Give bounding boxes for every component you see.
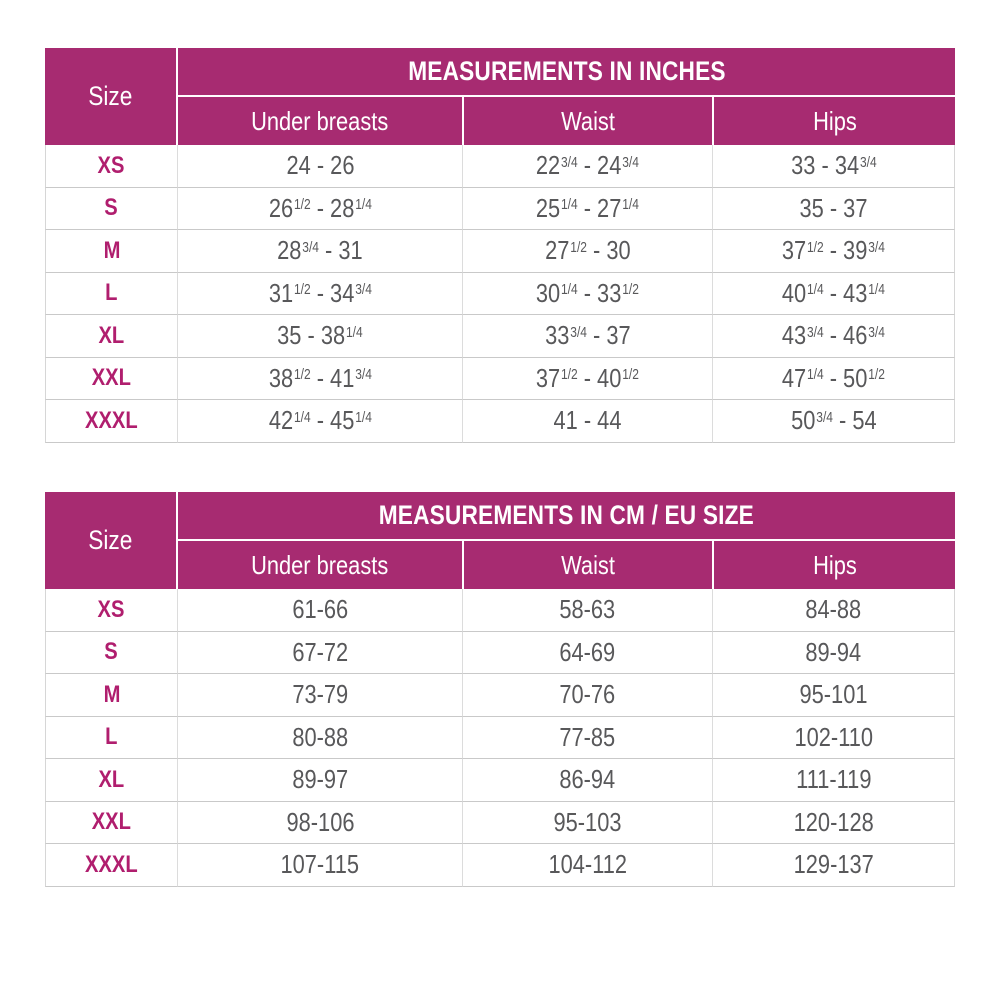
measurement-cell: 84-88 — [712, 589, 955, 632]
inches-subheader-row — [45, 97, 955, 145]
size-label: M — [45, 674, 178, 717]
hips-column-header: Hips — [712, 541, 955, 589]
size-row — [45, 358, 955, 401]
measurement-cell: $26^{1/2} - 28^{1/4}$ — [178, 188, 462, 231]
measurement-cell: 24 - 26 — [178, 145, 462, 188]
measurement-cell: 58-63 — [462, 589, 712, 632]
size-label: S — [45, 632, 178, 675]
measurement-cell: $42^{1/4} - 45^{1/4}$ — [178, 400, 462, 443]
measurement-cell: 89-94 — [712, 632, 955, 675]
measurement-cell: $30^{1/4} - 33^{1/2}$ — [462, 273, 712, 316]
size-column-label: Size — [88, 81, 133, 111]
size-column-label: Size — [88, 525, 133, 555]
size-column-header — [45, 492, 178, 589]
size-row — [45, 632, 955, 675]
inches-table-header — [45, 48, 955, 145]
measurement-cell: 73-79 — [178, 674, 462, 717]
size-label: XXXL — [45, 844, 178, 887]
measurement-cell: 129-137 — [712, 844, 955, 887]
measurement-cell: 95-103 — [462, 802, 712, 845]
size-row — [45, 802, 955, 845]
size-label: XXL — [45, 802, 178, 845]
measurement-cell: 89-97 — [178, 759, 462, 802]
waist-column-header: Waist — [462, 541, 712, 589]
measurements-cm-table — [45, 492, 955, 887]
size-row — [45, 315, 955, 358]
measurement-cell: 95-101 — [712, 674, 955, 717]
measurement-cell: 41 - 44 — [462, 400, 712, 443]
cm-table-title: MEASUREMENTS IN CM / EU SIZE — [178, 492, 955, 541]
inches-table-title: MEASUREMENTS IN INCHES — [178, 48, 955, 97]
measurement-cell: $38^{1/2} - 41^{3/4}$ — [178, 358, 462, 401]
hips-column-header: Hips — [712, 97, 955, 145]
size-label: XXL — [45, 358, 178, 401]
measurement-cell: $37^{1/2} - 40^{1/2}$ — [462, 358, 712, 401]
size-row — [45, 717, 955, 760]
measurement-cell: 77-85 — [462, 717, 712, 760]
measurement-cell: 107-115 — [178, 844, 462, 887]
size-row — [45, 674, 955, 717]
measurements-inches-table — [45, 48, 955, 443]
size-label: XS — [45, 145, 178, 188]
measurement-cell: $27^{1/2} - 30$ — [462, 230, 712, 273]
size-row — [45, 589, 955, 632]
measurement-cell: $31^{1/2} - 34^{3/4}$ — [178, 273, 462, 316]
measurement-cell: $40^{1/4} - 43^{1/4}$ — [712, 273, 955, 316]
measurement-cell: 35 - 37 — [712, 188, 955, 231]
size-row — [45, 759, 955, 802]
under-breasts-column-header: Under breasts — [178, 97, 462, 145]
size-label: M — [45, 230, 178, 273]
size-row — [45, 230, 955, 273]
measurement-cell: 111-119 — [712, 759, 955, 802]
measurement-cell: 64-69 — [462, 632, 712, 675]
size-label: XL — [45, 315, 178, 358]
size-label: S — [45, 188, 178, 231]
size-row — [45, 145, 955, 188]
measurement-cell: $50^{3/4} - 54$ — [712, 400, 955, 443]
size-label: L — [45, 717, 178, 760]
size-column-header — [45, 48, 178, 145]
size-row — [45, 844, 955, 887]
measurement-cell: $22^{3/4} - 24^{3/4}$ — [462, 145, 712, 188]
measurement-cell: 80-88 — [178, 717, 462, 760]
size-label: XS — [45, 589, 178, 632]
size-row — [45, 400, 955, 443]
measurement-cell: 98-106 — [178, 802, 462, 845]
measurement-cell: $47^{1/4} - 50^{1/2}$ — [712, 358, 955, 401]
size-label: XXXL — [45, 400, 178, 443]
size-row — [45, 188, 955, 231]
measurement-cell: $33 - 34^{3/4}$ — [712, 145, 955, 188]
measurement-cell: $33^{3/4} - 37$ — [462, 315, 712, 358]
measurement-cell: $35 - 38^{1/4}$ — [178, 315, 462, 358]
measurement-cell: $28^{3/4} - 31$ — [178, 230, 462, 273]
size-row — [45, 273, 955, 316]
measurement-cell: 70-76 — [462, 674, 712, 717]
measurement-cell: 102-110 — [712, 717, 955, 760]
measurement-cell: 104-112 — [462, 844, 712, 887]
size-label: L — [45, 273, 178, 316]
measurement-cell: 61-66 — [178, 589, 462, 632]
measurement-cell: 86-94 — [462, 759, 712, 802]
cm-table-header — [45, 492, 955, 589]
cm-table-body — [45, 589, 955, 887]
waist-column-header: Waist — [462, 97, 712, 145]
measurement-cell: $43^{3/4} - 46^{3/4}$ — [712, 315, 955, 358]
under-breasts-column-header: Under breasts — [178, 541, 462, 589]
inches-table-body — [45, 145, 955, 443]
measurement-cell: $25^{1/4} - 27^{1/4}$ — [462, 188, 712, 231]
cm-subheader-row — [45, 541, 955, 589]
size-label: XL — [45, 759, 178, 802]
measurement-cell: $37^{1/2} - 39^{3/4}$ — [712, 230, 955, 273]
measurement-cell: 67-72 — [178, 632, 462, 675]
measurement-cell: 120-128 — [712, 802, 955, 845]
